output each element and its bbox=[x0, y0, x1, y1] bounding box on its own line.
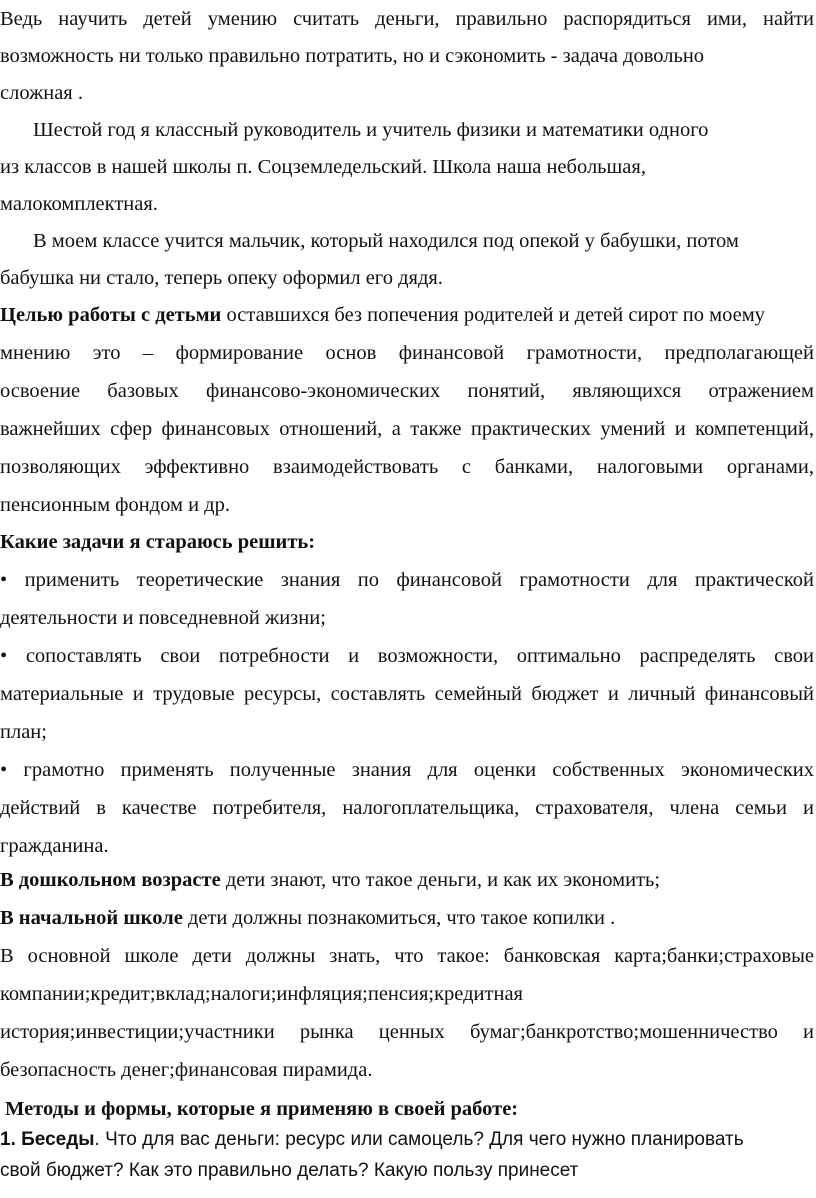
task-item-cont: действий в качестве потребителя, налогоплательщика, страхователя, члена семьи и bbox=[0, 797, 814, 819]
task-item: • грамотно применять полученные знания для оценки собственных экономических bbox=[0, 759, 814, 781]
task-item: • применить теоретические знания по финансовой грамотности для практической bbox=[0, 569, 814, 591]
paragraph-line: Шестой год я классный руководитель и учитель физики и математики одного bbox=[33, 119, 709, 141]
goal-line: мнению это – формирование основ финансовой грамотности, предполагающей bbox=[0, 342, 814, 364]
task-item-cont: гражданина. bbox=[0, 835, 109, 857]
methods-heading: Методы и формы, которые я применяю в своей работе: bbox=[5, 1098, 519, 1120]
goal-first-line bbox=[0, 296, 816, 334]
task-item-cont: план; bbox=[0, 721, 47, 743]
paragraph-line: Ведь научить детей умению считать деньги, правильно распорядиться ими, найти bbox=[0, 8, 814, 30]
task-item-cont: деятельности и повседневной жизни; bbox=[0, 607, 326, 629]
goal-line: пенсионным фондом и др. bbox=[0, 494, 230, 516]
paragraph-line: малокомплектная. bbox=[0, 193, 158, 215]
goal-rest: оставшихся без попечения родителей и детей сирот по моему bbox=[221, 304, 765, 326]
conversations-line: 1. Беседы. Что для вас деньги: ресурс или самоцель? Для чего нужно планировать bbox=[0, 1129, 744, 1150]
goal-line: позволяющих эффективно взаимодействовать с банками, налоговыми органами, bbox=[0, 456, 814, 478]
paragraph-line: возможность ни только правильно потратить, но и сэкономить - задача довольно bbox=[0, 45, 705, 67]
task-item: • сопоставлять свои потребности и возможности, оптимально распределять свои bbox=[0, 645, 814, 667]
conversations-line: свой бюджет? Как это правильно делать? Какую пользу принесет bbox=[0, 1160, 579, 1181]
primary-line: В начальной школе дети должны познакомиться, что такое копилки . bbox=[0, 907, 616, 929]
paragraph-line: бабушка ни стало, теперь опеку оформил его дядя. bbox=[0, 267, 443, 289]
basic-line: история;инвестиции;участники рынка ценных бумаг;банкротство;мошенничество и bbox=[0, 1021, 814, 1043]
goal-line: освоение базовых финансово-экономических понятий, являющихся отражением bbox=[0, 380, 814, 402]
basic-line: компании;кредит;вклад;налоги;инфляция;пенсия;кредитная bbox=[0, 983, 523, 1005]
paragraph-line: из классов в нашей школы п. Соцземледельский. Школа наша небольшая, bbox=[0, 156, 646, 178]
tasks-heading: Какие задачи я стараюсь решить: bbox=[0, 531, 316, 553]
goal-line: важнейших сфер финансовых отношений, а также практических умений и компетенций, bbox=[0, 418, 814, 440]
basic-line: В основной школе дети должны знать, что такое: банковская карта;банки;страховые bbox=[0, 945, 814, 967]
paragraph-line: В моем классе учится мальчик, который находился под опекой у бабушки, потом bbox=[33, 230, 739, 252]
preschool-line: В дошкольном возрасте дети знают, что такое деньги, и как их экономить; bbox=[0, 869, 661, 891]
basic-line: безопасность денег;финансовая пирамида. bbox=[0, 1059, 373, 1081]
task-item-cont: материальные и трудовые ресурсы, составлять семейный бюджет и личный финансовый bbox=[0, 683, 814, 705]
goal-bold: Целью работы с детьми bbox=[0, 304, 222, 326]
paragraph-line: сложная . bbox=[0, 82, 83, 104]
